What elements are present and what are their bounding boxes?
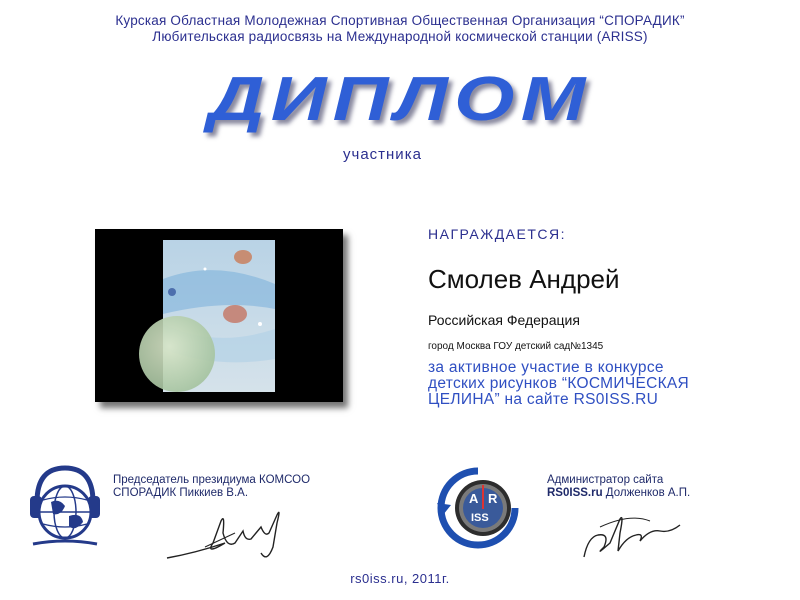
left-signer-line-1: Председатель президиума КОМСОО (113, 474, 311, 486)
recipient-country: Российская Федерация (428, 312, 580, 328)
left-signer-line-2: СПОРАДИК Пиккиев В.А. (113, 487, 249, 499)
left-signature (165, 503, 295, 565)
right-signer-line-2 (547, 487, 690, 500)
organization-line: Курская Областная Молодежная Спортивная Общественная Организация “СПОРАДИК” (115, 13, 685, 28)
ariss-logo-letters-iss: ISS (471, 512, 489, 524)
right-signer-name: Долженков А.П. (602, 487, 691, 499)
drawing-photo-frame (95, 229, 343, 402)
right-signer-site: RS0ISS.ru (547, 487, 603, 499)
diploma-subtitle: участника (343, 146, 422, 163)
diploma-title: ДИПЛОМ (208, 65, 592, 134)
recipient-name: Смолев Андрей (428, 264, 620, 294)
ariss-line: Любительская радиосвязь на Международной космической станции (ARISS) (152, 29, 648, 44)
contest-line-3: ЦЕЛИНА” на сайте RS0ISS.RU (428, 391, 659, 408)
ariss-logo-letter-r: R (488, 491, 498, 506)
child-drawing-image (95, 229, 343, 402)
contest-description (428, 360, 788, 408)
awarded-label: НАГРАЖДАЕТСЯ: (428, 226, 567, 242)
ariss-logo-icon (433, 463, 523, 553)
left-signer (113, 474, 310, 500)
right-signature (580, 507, 690, 565)
recipient-city-school: город Москва ГОУ детский сад№1345 (428, 341, 604, 352)
globe-headphones-logo-icon (25, 462, 105, 552)
right-signer (547, 474, 690, 500)
contest-line-2: детских рисунков “КОСМИЧЕСКАЯ (428, 375, 690, 392)
contest-line-1: за активное участие в конкурсе (428, 359, 664, 376)
ariss-logo-letter-a: A (469, 491, 479, 506)
footer-text: rs0iss.ru, 2011г. (350, 571, 450, 586)
right-signer-line-1: Администратор сайта (547, 474, 664, 486)
